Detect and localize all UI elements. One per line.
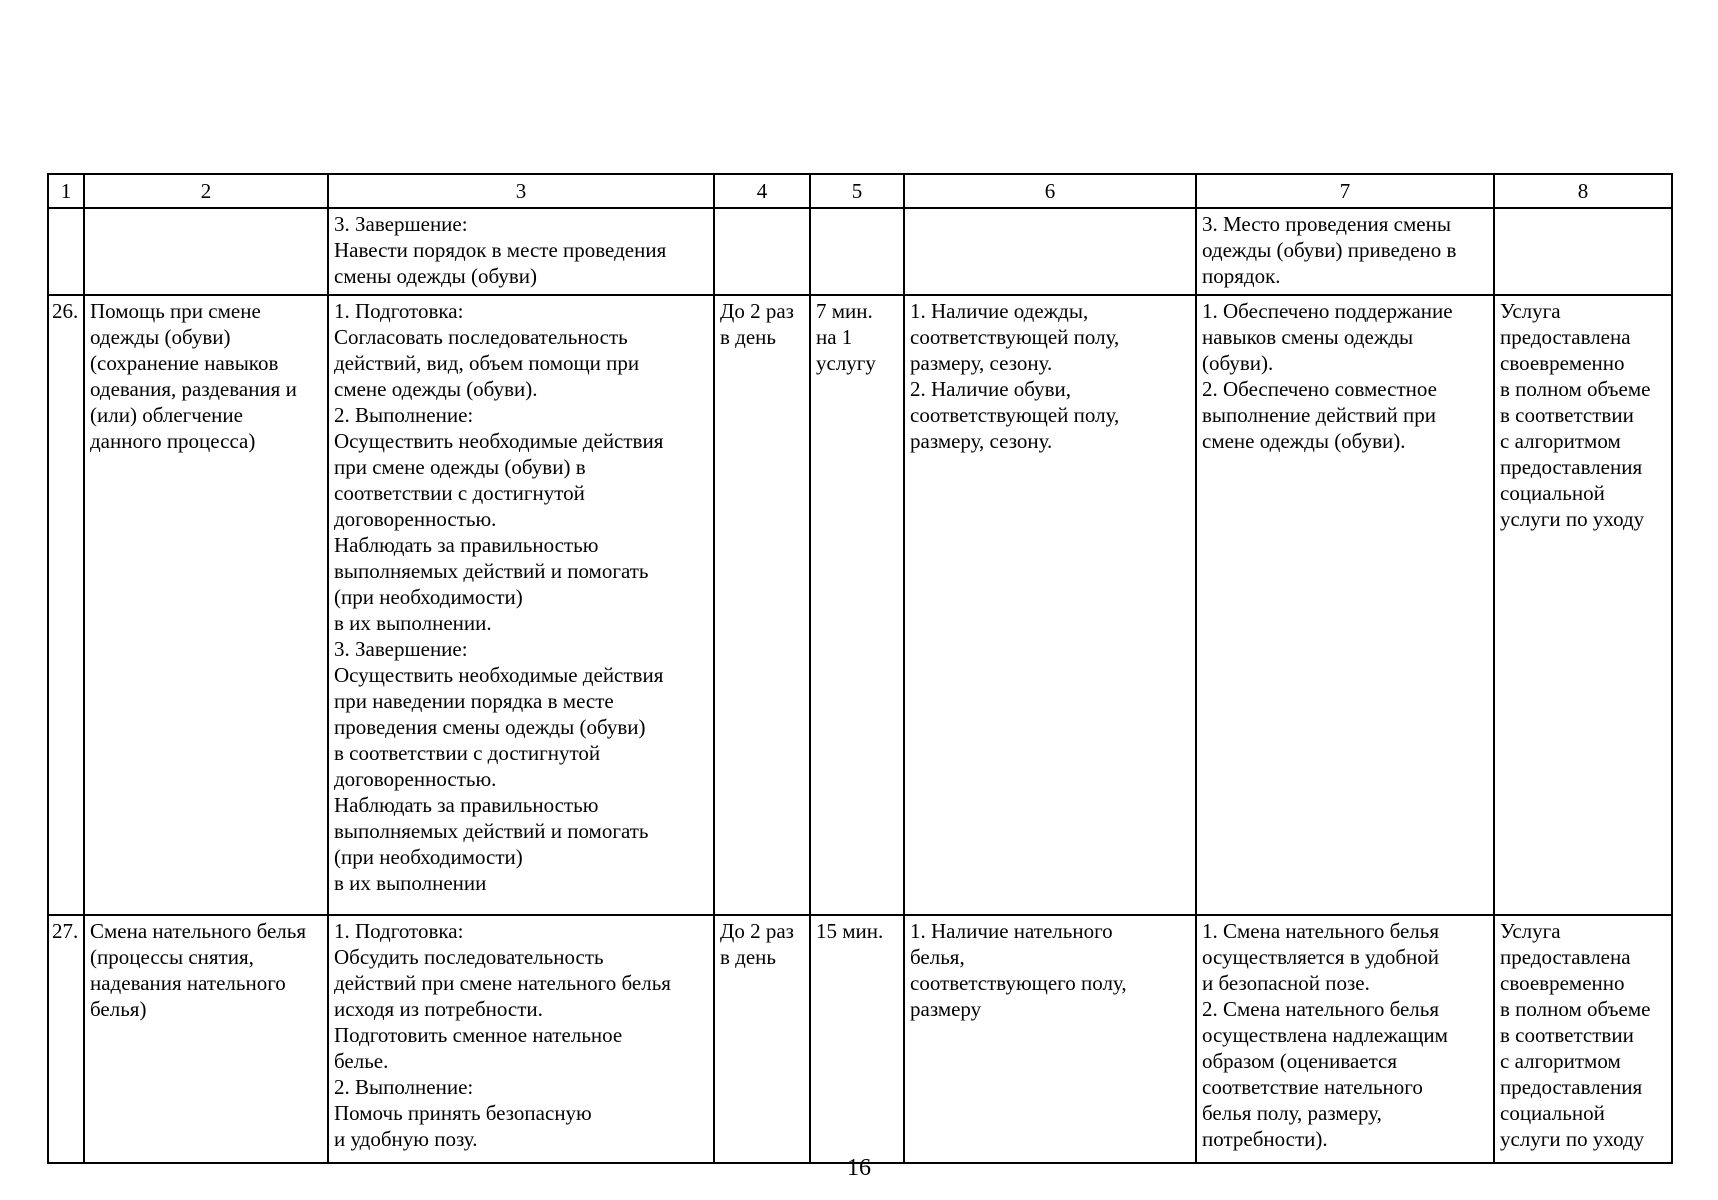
frequency-cell [714,915,810,1163]
service-name-cell [84,208,328,295]
cell-line: надевания нательного [90,971,286,995]
cell-line: соответствующей полу, [910,325,1120,349]
cell-line: 7 мин. [816,299,873,323]
cell-line: с алгоритмом [1500,1049,1621,1073]
cell-line: соответствии с достигнутой [334,481,585,505]
cell-line: До 2 раз [720,299,794,323]
cell-line: 1. Подготовка: [334,299,464,323]
cell-line: 1. Наличие нательного [910,919,1113,943]
cell-line: размеру [910,997,982,1021]
row-number-cell [48,295,84,915]
column-header: 5 [810,174,904,208]
cell-line: при наведении порядка в месте [334,689,614,713]
cell-line: и безопасной позе. [1202,971,1370,995]
duration-cell [810,915,904,1163]
cell-line: в соответствии с достигнутой [334,741,601,765]
results-cell [1196,208,1494,295]
cell-line: социальной [1500,1101,1605,1125]
cell-line: (процессы снятия, [90,945,254,969]
cell-line: 3. Завершение: [334,212,468,236]
cell-line: соответствующего полу, [910,971,1127,995]
table-row [48,915,1672,1163]
cell-line: осуществлена надлежащим [1202,1023,1448,1047]
cell-line: предоставлена [1500,325,1631,349]
cell-line: выполняемых действий и помогать [334,559,649,583]
cell-line: на 1 [816,325,853,349]
cell-line: предоставлена [1500,945,1631,969]
cell-line: (при необходимости) [334,585,523,609]
cell-line: смене одежды (обуви). [334,377,538,401]
cell-line: До 2 раз [720,919,794,943]
cell-line: Осуществить необходимые действия [334,663,664,687]
procedure-cell [328,208,714,295]
cell-line: навыков смены одежды [1202,325,1414,349]
cell-line: 3. Завершение: [334,637,468,661]
cell-line: в их выполнении [334,871,487,895]
page-number: 16 [847,1155,871,1181]
cell-line: соответствующей полу, [910,403,1120,427]
results-cell [1196,295,1494,915]
column-header: 8 [1494,174,1672,208]
cell-line: смене одежды (обуви). [1202,429,1406,453]
cell-line: услуги по уходу [1500,1127,1645,1151]
evaluation-cell [1494,915,1672,1163]
cell-line: потребности). [1202,1127,1328,1151]
cell-line: одевания, раздевания и [90,377,297,401]
cell-line: в полном объеме [1500,377,1651,401]
cell-line: действий, вид, объем помощи при [334,351,640,375]
cell-line: данного процесса) [90,429,256,453]
cell-line: при смене одежды (обуви) в [334,455,586,479]
conditions-cell [904,208,1196,295]
cell-line: 2. Смена нательного белья [1202,997,1440,1021]
service-name-cell [84,295,328,915]
cell-line: Смена нательного белья [90,919,307,943]
column-header: 7 [1196,174,1494,208]
cell-text: 26. [52,299,79,323]
cell-line: в полном объеме [1500,997,1651,1021]
evaluation-cell [1494,295,1672,915]
cell-line: 1. Смена нательного белья [1202,919,1440,943]
table-row [48,208,1672,295]
cell-line: белья) [90,997,147,1021]
results-cell [1196,915,1494,1163]
duration-cell [810,295,904,915]
cell-line: (при необходимости) [334,845,523,869]
cell-line: Помощь при смене [90,299,261,323]
column-header: 3 [328,174,714,208]
cell-line: Помочь принять безопасную [334,1101,592,1125]
service-name-cell [84,915,328,1163]
cell-line: одежды (обуви) приведено в [1202,238,1457,262]
cell-line: Осуществить необходимые действия [334,429,664,453]
table-row [48,295,1672,915]
procedure-cell [328,915,714,1163]
conditions-cell [904,295,1196,915]
cell-line: предоставления [1500,1075,1643,1099]
cell-line: 3. Место проведения смены [1202,212,1451,236]
cell-line: смены одежды (обуви) [334,264,538,288]
cell-line: Наблюдать за правильностью [334,793,599,817]
cell-line: 2. Наличие обуви, [910,377,1072,401]
cell-line: 15 мин. [816,919,884,943]
cell-line: Подготовить сменное нательное [334,1023,623,1047]
frequency-cell [714,208,810,295]
cell-line: в день [720,945,776,969]
cell-line: (или) облегчение [90,403,243,427]
cell-line: в соответствии [1500,403,1634,427]
cell-line: исходя из потребности. [334,997,543,1021]
cell-line: услугу [816,351,876,375]
column-header: 6 [904,174,1196,208]
cell-line: в их выполнении. [334,611,492,635]
cell-line: договоренностью. [334,507,497,531]
evaluation-cell [1494,208,1672,295]
cell-line: белья, [910,945,965,969]
cell-line: Наблюдать за правильностью [334,533,599,557]
cell-line: договоренностью. [334,767,497,791]
cell-line: Услуга [1500,919,1561,943]
cell-line: Обсудить последовательность [334,945,604,969]
cell-line: Услуга [1500,299,1561,323]
cell-line: предоставления [1500,455,1643,479]
cell-line: (сохранение навыков [90,351,279,375]
cell-text: 27. [52,919,79,943]
services-table [47,173,1673,1164]
cell-line: 1. Наличие одежды, [910,299,1089,323]
cell-line: проведения смены одежды (обуви) [334,715,646,739]
cell-line: действий при смене нательного белья [334,971,671,995]
cell-line: (обуви). [1202,351,1274,375]
cell-line: размеру, сезону. [910,429,1053,453]
table-body [48,208,1672,1163]
column-header: 4 [714,174,810,208]
header-row [48,174,1672,208]
cell-line: одежды (обуви) [90,325,231,349]
row-number-cell [48,915,84,1163]
cell-line: белья полу, размеру, [1202,1101,1382,1125]
cell-line: услуги по уходу [1500,507,1645,531]
cell-line: 1. Подготовка: [334,919,464,943]
conditions-cell [904,915,1196,1163]
cell-line: выполнение действий при [1202,403,1436,427]
cell-line: размеру, сезону. [910,351,1053,375]
cell-line: в день [720,325,776,349]
column-header: 1 [48,174,84,208]
cell-line: образом (оценивается [1202,1049,1398,1073]
cell-line: с алгоритмом [1500,429,1621,453]
cell-line: выполняемых действий и помогать [334,819,649,843]
frequency-cell [714,295,810,915]
cell-line: белье. [334,1049,389,1073]
cell-line: 2. Выполнение: [334,403,474,427]
cell-line: соответствие нательного [1202,1075,1423,1099]
procedure-cell [328,295,714,915]
cell-line: 1. Обеспечено поддержание [1202,299,1453,323]
column-header: 2 [84,174,328,208]
cell-line: 2. Выполнение: [334,1075,474,1099]
cell-line: в соответствии [1500,1023,1634,1047]
cell-line: Согласовать последовательность [334,325,628,349]
cell-line: 2. Обеспечено совместное [1202,377,1437,401]
cell-line: и удобную позу. [334,1127,478,1151]
cell-line: своевременно [1500,351,1625,375]
duration-cell [810,208,904,295]
cell-line: своевременно [1500,971,1625,995]
cell-line: социальной [1500,481,1605,505]
row-number-cell [48,208,84,295]
cell-line: порядок. [1202,264,1281,288]
cell-line: осуществляется в удобной [1202,945,1440,969]
cell-line: Навести порядок в месте проведения [334,238,667,262]
